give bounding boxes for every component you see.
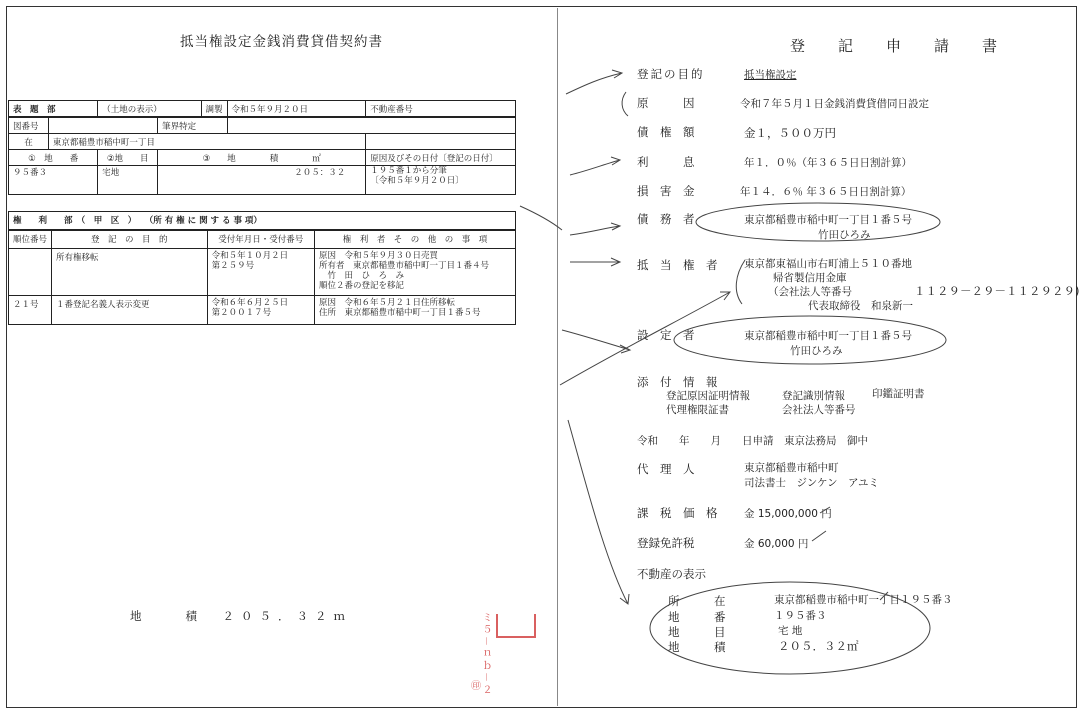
tenpu-item-1: 登記原因証明情報 — [666, 390, 750, 402]
col-kenri: 権 利 者 そ の 他 の 事 項 — [314, 230, 515, 249]
teitoken-label: 抵 当 権 者 — [637, 258, 718, 272]
kazei-value: 金 15,000,000 円 — [744, 508, 832, 520]
col-mokuteki: 登 記 の 目 的 — [52, 230, 208, 249]
col-genin: 原因及びその日付〔登記の日付〕 — [366, 150, 516, 166]
row1-kenri-3: 竹 田 ひ ろ み — [318, 271, 404, 281]
page-divider — [557, 8, 558, 706]
dairinin-name: 司法書士 ジンケン アユミ — [744, 477, 879, 489]
setteisha-label: 設 定 者 — [637, 328, 695, 342]
red-seal-mark: ㊞ — [471, 681, 481, 692]
risoku-value: 年１．０％（年３６５日日割計算） — [744, 157, 912, 169]
table-row — [9, 296, 516, 325]
songaikin-value: 年１４．６％ 年３６５日日割計算） — [740, 186, 912, 198]
area-line: 地 積 ２０５．３２ｍ — [130, 609, 352, 623]
shinsei-date-line: 令和 年 月 日申請 東京法務局 御中 — [637, 435, 868, 447]
dairinin-address: 東京都稲豊市稲中町 — [744, 462, 839, 474]
saimusha-address: 東京都稲豊市稲中町一丁目１番５号 — [744, 214, 912, 226]
chimoku-value-right: 宅 地 — [778, 625, 803, 637]
row2-kenri-1: 原因 令和６年５月２１日住所移転 — [318, 298, 455, 308]
row2-jun: ２１号 — [9, 296, 52, 325]
kou-table — [8, 211, 516, 325]
teitoken-corpno-label: （会社法人等番号 — [768, 286, 852, 298]
mokuteki-label: 登記の目的 — [637, 67, 705, 81]
kazei-label: 課 税 価 格 — [637, 506, 718, 520]
row-genin-1: １９５番１から分筆 — [370, 166, 447, 176]
tenpu-item-3: 印鑑証明書 — [872, 388, 925, 400]
risoku-label: 利 息 — [637, 155, 695, 169]
row-genin-2: 〔令和５年９月２０日〕 — [370, 176, 464, 186]
row-chimoku: 宅地 — [98, 166, 158, 195]
col-chiban: ① 地 番 — [9, 150, 98, 166]
hyodai-header: 表 題 部 — [9, 101, 98, 118]
chiban-label-right: 地 番 — [668, 610, 726, 624]
row2-kenri-2: 住所 東京都稲豊市稲中町一丁目１番５号 — [318, 308, 481, 318]
mokuteki-value: 抵当権設定 — [744, 69, 797, 81]
setteisha-address: 東京都稲豊市稲中町一丁目１番５号 — [744, 330, 912, 342]
row1-uketsuke-2: 第２５９号 — [211, 261, 255, 271]
chiban-value-right: １９５番３ — [774, 610, 827, 622]
fudosan-hyoji-label: 不動産の表示 — [637, 567, 706, 581]
saimusha-name: 竹田ひろみ — [818, 229, 871, 241]
fudosan-bango-label: 不動産番号 — [366, 101, 516, 118]
red-stamp-box — [496, 614, 536, 638]
col-jun: 順位番号 — [9, 230, 52, 249]
col-chimoku: ②地 目 — [98, 150, 158, 166]
chiseki-value-right: ２０５．３２㎡ — [778, 639, 859, 653]
saimusha-label: 債 務 者 — [637, 212, 695, 226]
row1-mokuteki: 所有権移転 — [52, 249, 208, 296]
row2-uketsuke-1: 令和６年６月２５日 — [211, 298, 289, 308]
row-chiban: ９５番３ — [9, 166, 98, 195]
teitoken-address: 東京都東福山市右町浦上５１０番地 — [744, 258, 912, 270]
chimoku-label-right: 地 目 — [668, 625, 726, 639]
teitoken-rep: 代表取締役 和泉新一 — [808, 300, 913, 312]
genin-label: 原 因 — [637, 96, 695, 110]
chosei-label: 調製 — [201, 101, 227, 118]
kou-header: 権 利 部 （ 甲 区 ） （所 有 権 に 関 す る 事 項） — [9, 212, 516, 231]
dairinin-label: 代 理 人 — [637, 462, 695, 476]
shozai-label: 在 — [9, 134, 49, 150]
chosei-date: 令和５年９月２０日 — [227, 101, 366, 118]
songaikin-label: 損 害 金 — [637, 184, 695, 198]
tenpu-item-2: 登記識別情報 — [782, 390, 845, 402]
col-chiseki: ③ 地 積 ㎡ — [158, 150, 366, 166]
tourokumenkyo-value: 金 60,000 円 — [744, 538, 809, 550]
teitoken-corpno: １１２９－２９－１１２９２９) — [914, 284, 1080, 298]
row1-kenri-1: 原因 令和５年９月３０日売買 — [318, 251, 438, 261]
contract-title: 抵当権設定金銭消費貸借契約書 — [180, 34, 383, 50]
application-title: 登 記 申 請 書 — [790, 37, 1007, 55]
teitoken-company: 帰省製信用金庫 — [773, 272, 847, 284]
shozai-value-right: 東京都稲豊市稲中町一丁目１９５番３ — [774, 594, 953, 606]
chiseki-label-right: 地 積 — [668, 640, 726, 654]
chizu-label: 図番号 — [9, 117, 49, 134]
red-handwritten-note: ミ５－ｎｂ－２ — [480, 612, 491, 696]
row2-uketsuke-2: 第２００１７号 — [211, 308, 272, 318]
shozai-value: 東京都稲豊市稲中町一丁目 — [48, 134, 365, 150]
col-uketsuke: 受付年月日・受付番号 — [207, 230, 314, 249]
tenpu-item-4: 代理権限証書 — [666, 404, 729, 416]
genin-value: 令和７年５月１日金銭消費貸借同日設定 — [740, 98, 929, 110]
tenpu-item-5: 会社法人等番号 — [782, 404, 856, 416]
row1-uketsuke-1: 令和５年１０月２日 — [211, 251, 289, 261]
setteisha-name: 竹田ひろみ — [790, 345, 843, 357]
hyodai-subtitle: （土地の表示） — [98, 101, 201, 118]
tourokumenkyo-label: 登録免許税 — [637, 536, 695, 550]
hitsukai-label: 筆界特定 — [158, 117, 227, 134]
shozai-label-right: 所 在 — [668, 594, 726, 608]
row1-kenri-2: 所有者 東京都稲豊市稲中町一丁目１番４号 — [318, 261, 489, 271]
table-row — [9, 249, 516, 296]
saikengaku-value: 金１，５００万円 — [744, 126, 836, 140]
row1-kenri-4: 順位２番の登記を移記 — [318, 281, 404, 291]
hyodai-table — [8, 100, 516, 195]
row2-mokuteki: １番登記名義人表示変更 — [52, 296, 208, 325]
row-chiseki: ２０５：３２ — [158, 166, 366, 195]
saikengaku-label: 債 権 額 — [637, 125, 695, 139]
tenpu-label: 添 付 情 報 — [637, 375, 718, 389]
